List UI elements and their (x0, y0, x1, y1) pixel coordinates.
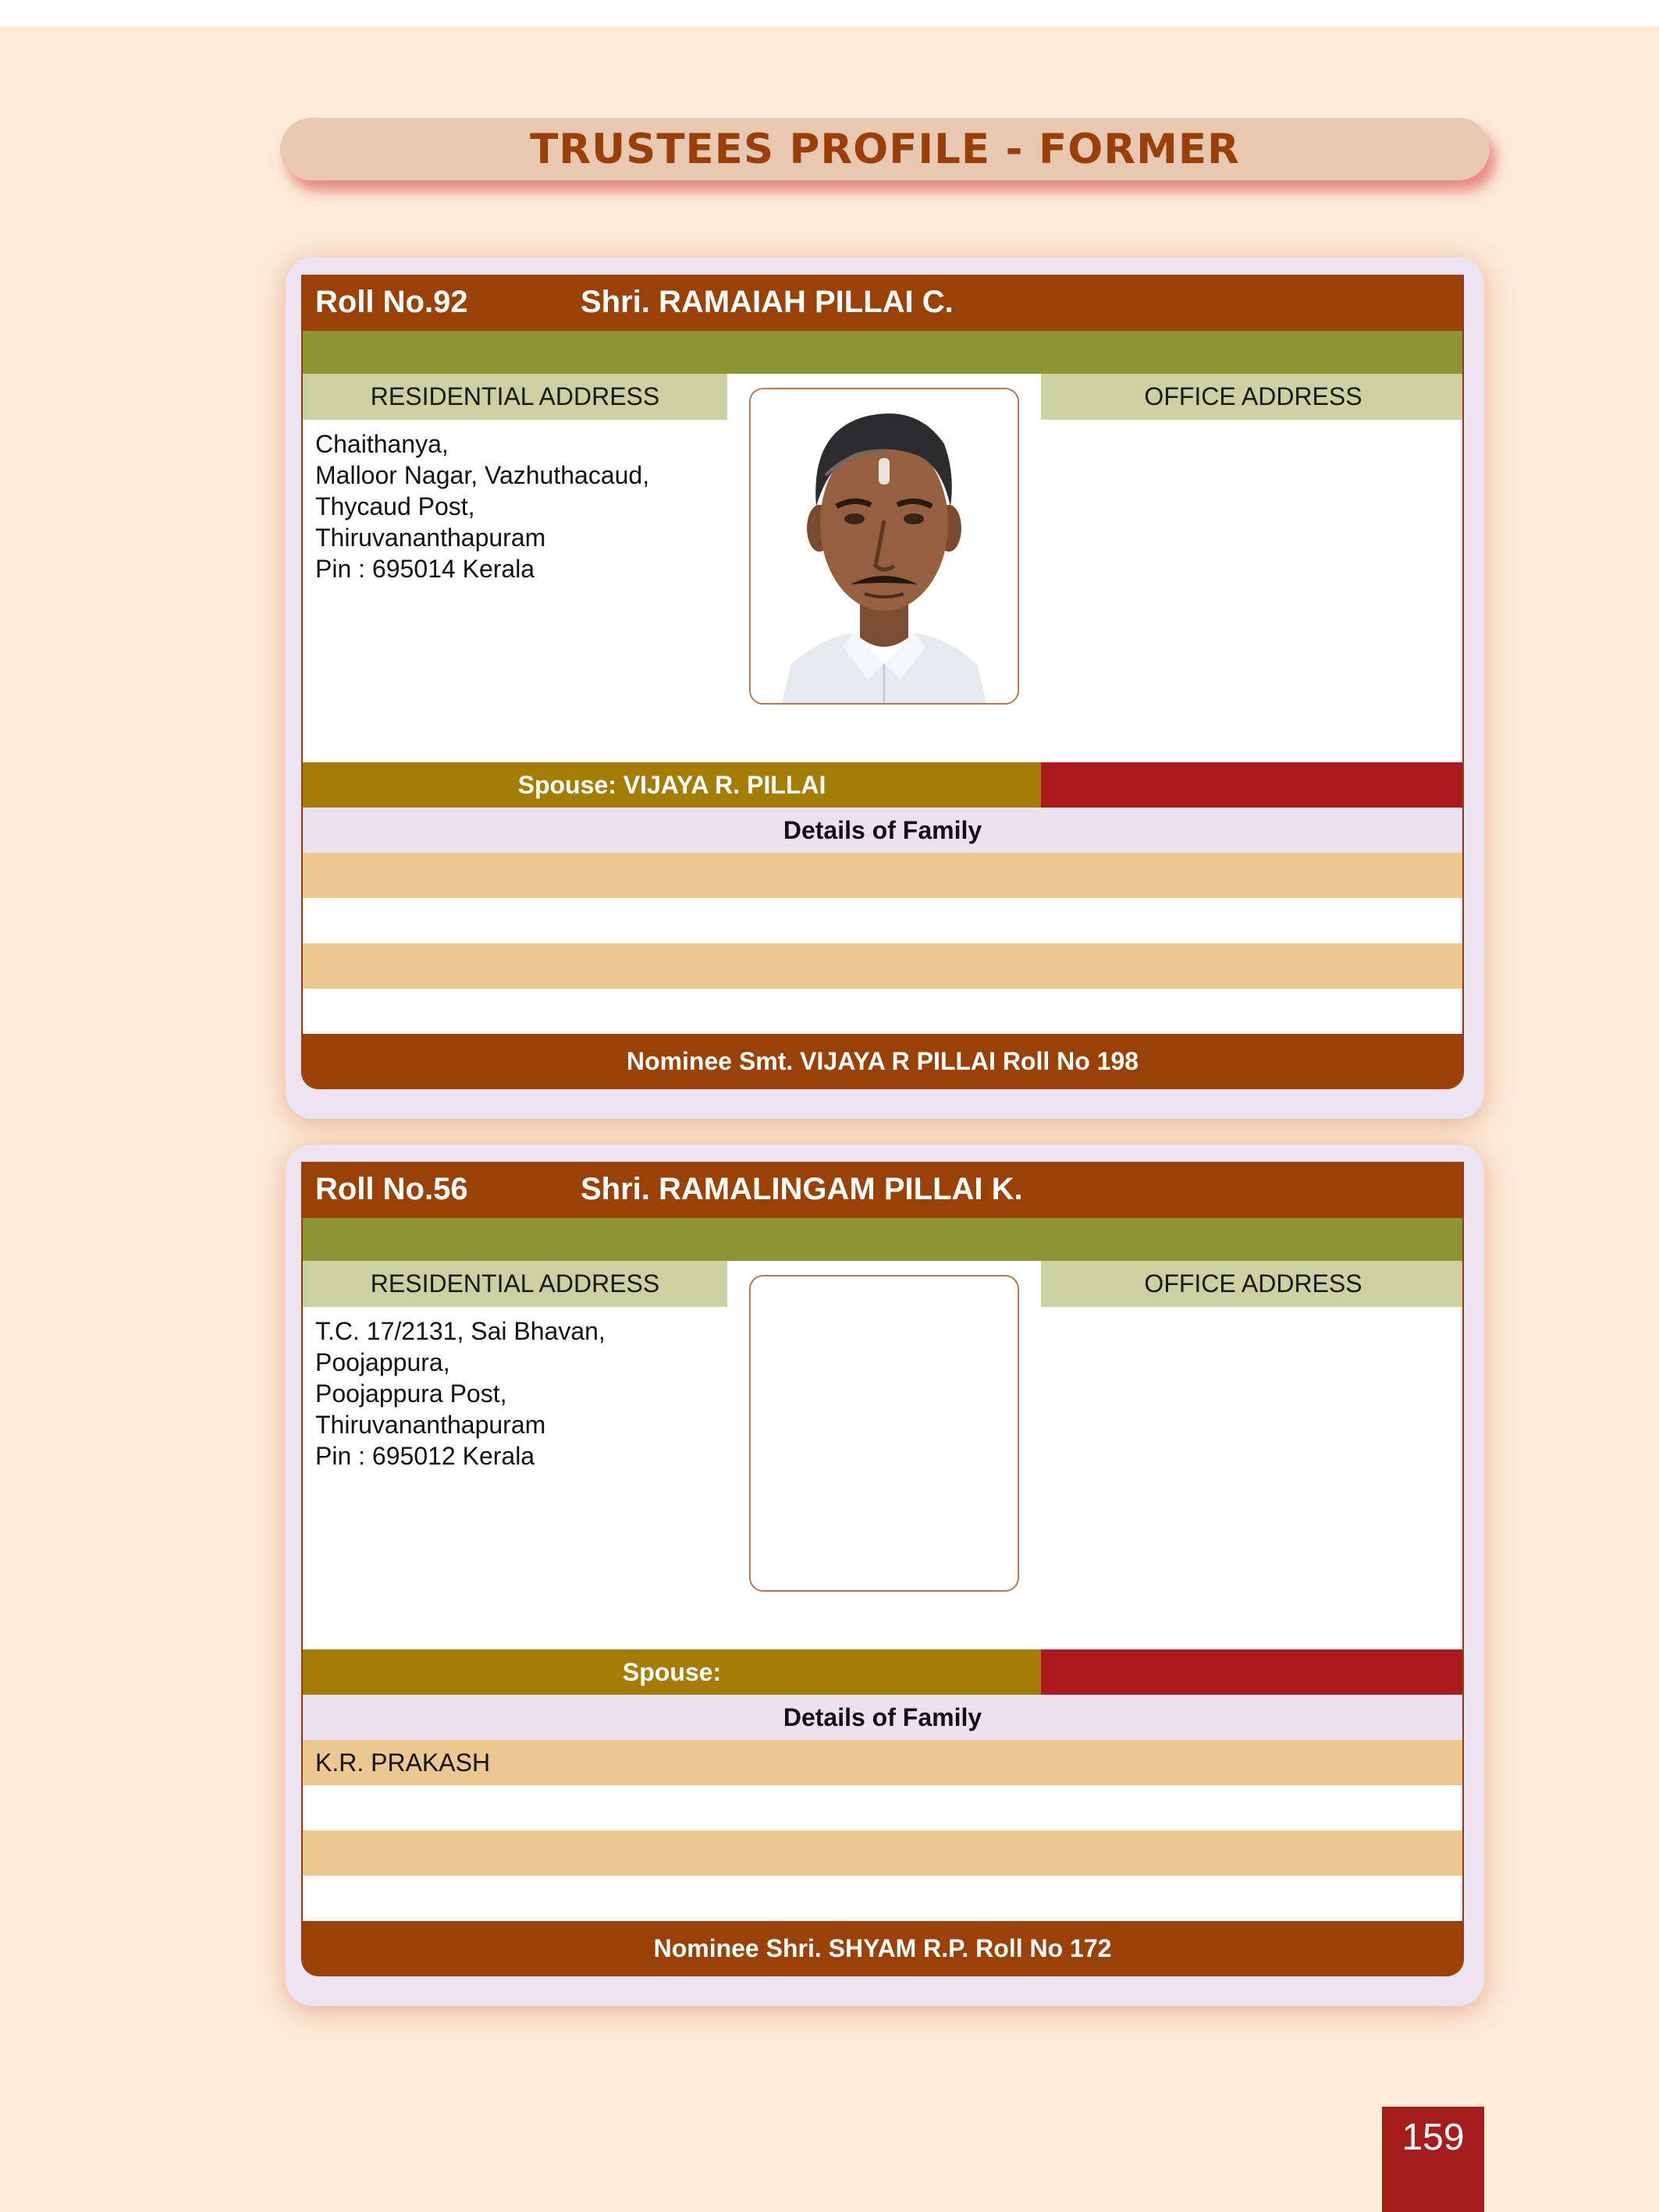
header-divider-band (303, 331, 1462, 374)
top-margin-strip (0, 0, 1659, 27)
family-row (303, 1830, 1462, 1876)
residential-address-heading: RESIDENTIAL ADDRESS (303, 374, 727, 420)
family-details-heading: Details of Family (303, 808, 1462, 853)
trustee-name: Shri. RAMAIAH PILLAI C. (581, 285, 954, 319)
family-details-heading: Details of Family (303, 1695, 1462, 1740)
family-row (303, 1785, 1462, 1830)
residential-address-heading: RESIDENTIAL ADDRESS (303, 1261, 727, 1307)
office-address-heading: OFFICE ADDRESS (1041, 374, 1464, 420)
address-line: Pin : 695014 Kerala (315, 555, 535, 583)
trustee-card-body (301, 1162, 1464, 1976)
nominee-bar: Nominee Shri. SHYAM R.P. Roll No 172 (303, 1921, 1462, 1976)
spouse-bar: Spouse: VIJAYA R. PILLAI (303, 762, 1041, 808)
family-row (303, 1876, 1462, 1921)
address-line: Malloor Nagar, Vazhuthacaud, (315, 461, 650, 489)
header-divider-band (303, 1218, 1462, 1261)
address-line: T.C. 17/2131, Sai Bhavan, (315, 1317, 606, 1345)
roll-number: Roll No.92 (315, 285, 468, 319)
address-line: Chaithanya, (315, 430, 449, 458)
page-title: TRUSTEES PROFILE - FORMER (530, 125, 1240, 173)
office-address-heading: OFFICE ADDRESS (1041, 1261, 1464, 1307)
spouse-bar: Spouse: (303, 1649, 1041, 1695)
address-line: Poojappura Post, (315, 1379, 507, 1408)
trustee-header (303, 275, 1462, 331)
trustee-card-body (301, 275, 1464, 1089)
nominee-bar: Nominee Smt. VIJAYA R PILLAI Roll No 198 (303, 1034, 1462, 1089)
family-row (303, 898, 1462, 943)
family-row (303, 943, 1462, 989)
family-row (303, 989, 1462, 1034)
spouse-accent-band (1041, 1649, 1464, 1695)
residential-address (315, 428, 649, 584)
portrait-illustration (751, 389, 1018, 703)
family-row: K.R. PRAKASH (303, 1740, 1462, 1785)
address-line: Poojappura, (315, 1348, 450, 1376)
address-line: Pin : 695012 Kerala (315, 1442, 535, 1470)
trustee-card (286, 257, 1484, 1119)
trustee-photo-placeholder (749, 1275, 1019, 1592)
trustee-name: Shri. RAMALINGAM PILLAI K. (581, 1172, 1023, 1206)
page-title-banner (280, 118, 1490, 180)
trustee-header (303, 1162, 1462, 1218)
address-line: Thycaud Post, (315, 492, 475, 520)
page-number: 159 (1382, 2107, 1484, 2212)
trustee-photo (749, 388, 1019, 705)
address-line: Thiruvananthapuram (315, 524, 546, 552)
roll-number: Roll No.56 (315, 1172, 468, 1206)
family-row (303, 853, 1462, 898)
spouse-accent-band (1041, 762, 1464, 808)
trustee-card (286, 1145, 1484, 2006)
residential-address (315, 1315, 606, 1472)
address-line: Thiruvananthapuram (315, 1411, 546, 1439)
